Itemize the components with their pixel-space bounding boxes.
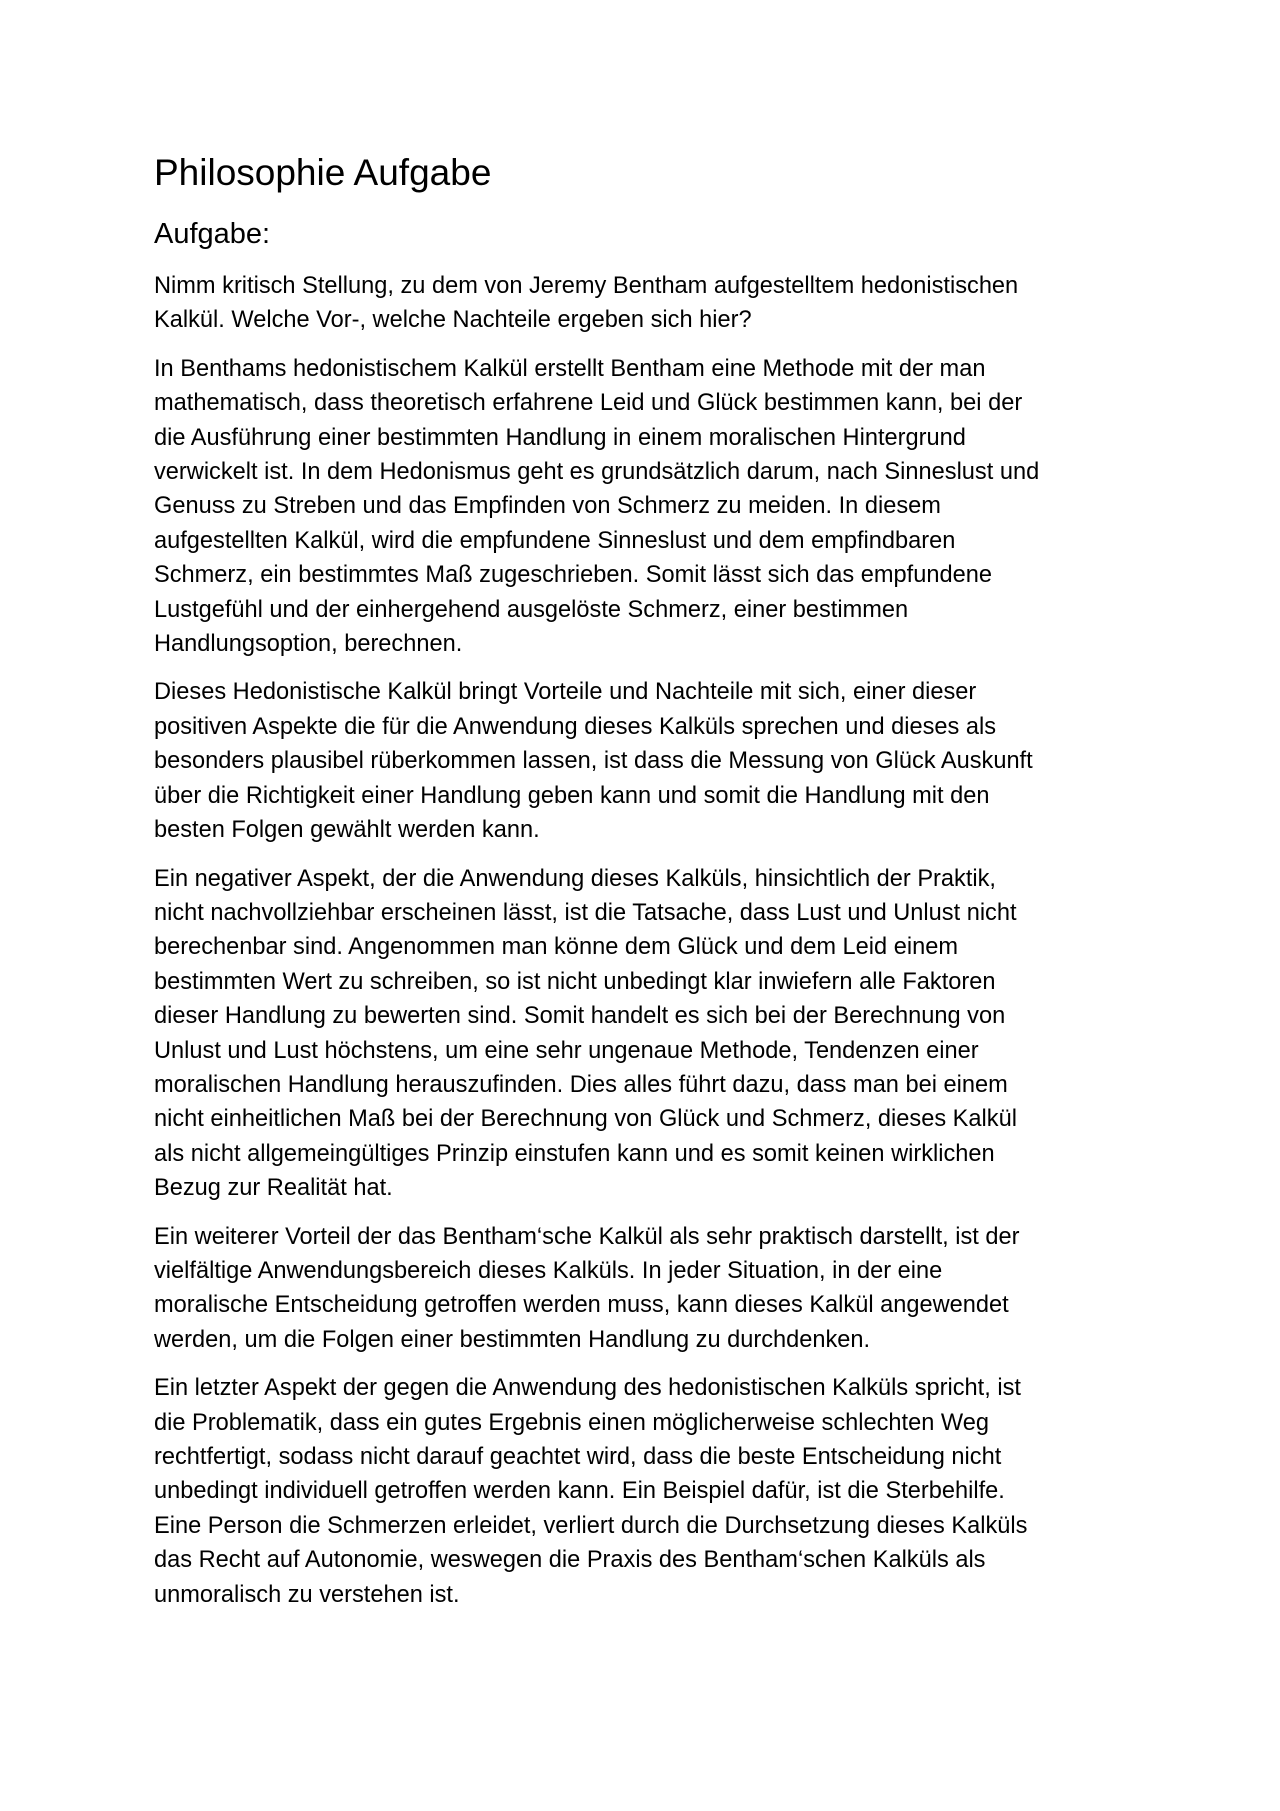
text-line: werden, um die Folgen einer bestimmten Handlung zu durchdenken. <box>154 1326 871 1353</box>
document-body <box>154 269 1144 1612</box>
text-line: rechtfertigt, sodass nicht darauf geachtet wird, dass die beste Entscheidung nicht <box>154 1444 1002 1470</box>
task-heading: Aufgabe: <box>154 218 271 250</box>
text-line: Ein weiterer Vorteil der das Bentham‘sche Kalkül als sehr praktisch darstellt, ist der <box>154 1223 1020 1250</box>
text-line: unbedingt individuell getroffen werden kann. Ein Beispiel dafür, ist die Sterbehilfe. <box>154 1478 1005 1505</box>
text-line: vielfältige Anwendungsbereich dieses Kalküls. In jeder Situation, in der eine <box>154 1257 943 1284</box>
text-line: als nicht allgemeingültiges Prinzip einstufen kann und es somit keinen wirklichen <box>154 1140 995 1167</box>
text-line: dieser Handlung zu bewerten sind. Somit handelt es sich bei der Berechnung von <box>154 1003 1006 1030</box>
text-line: moralische Entscheidung getroffen werden muss, kann dieses Kalkül angewendet <box>154 1292 1009 1319</box>
text-line: besonders plausibel rüberkommen lassen, ist dass die Messung von Glück Auskunft <box>154 748 1033 775</box>
text-line: Bezug zur Realität hat. <box>154 1175 393 1202</box>
text-line: Ein letzter Aspekt der gegen die Anwendung des hedonistischen Kalküls spricht, ist <box>154 1375 1021 1402</box>
text-line: Ein negativer Aspekt, der die Anwendung dieses Kalküls, hinsichtlich der Praktik, <box>154 865 996 892</box>
text-line: In Benthams hedonistischem Kalkül erstellt Bentham eine Methode mit der man <box>154 355 986 382</box>
document-page <box>154 150 1144 1612</box>
text-line: aufgestellten Kalkül, wird die empfundene Sinneslust und dem empfindbaren <box>154 527 956 554</box>
text-line: Schmerz, ein bestimmtes Maß zugeschrieben. Somit lässt sich das empfundene <box>154 562 992 589</box>
text-line: moralischen Handlung herauszufinden. Dies alles führt dazu, dass man bei einem <box>154 1071 1008 1098</box>
body-paragraph <box>154 352 1144 662</box>
text-line: das Recht auf Autonomie, weswegen die Praxis des Bentham‘schen Kalküls als <box>154 1547 986 1574</box>
text-line: Handlungsoption, berechnen. <box>154 631 463 658</box>
text-line: Dieses Hedonistische Kalkül bringt Vorteile und Nachteile mit sich, einer dieser <box>154 679 977 706</box>
body-paragraph <box>154 675 1144 847</box>
text-line: Nimm kritisch Stellung, zu dem von Jeremy Bentham aufgestelltem hedonistischen <box>154 273 1019 299</box>
text-line: die Ausführung einer bestimmten Handlung in einem moralischen Hintergrund <box>154 424 966 451</box>
task-question-paragraph <box>154 269 1144 338</box>
text-line: die Problematik, dass ein gutes Ergebnis einen möglicherweise schlechten Weg <box>154 1409 989 1436</box>
text-line: nicht nachvollziehbar erscheinen lässt, ist die Tatsache, dass Lust und Unlust nicht <box>154 899 1017 926</box>
text-line: verwickelt ist. In dem Hedonismus geht es grundsätzlich darum, nach Sinneslust und <box>154 459 1040 486</box>
text-line: Unlust und Lust höchstens, um eine sehr ungenaue Methode, Tendenzen einer <box>154 1037 979 1064</box>
text-line: besten Folgen gewählt werden kann. <box>154 817 540 844</box>
text-line: Eine Person die Schmerzen erleidet, verliert durch die Durchsetzung dieses Kalküls <box>154 1512 1028 1539</box>
body-paragraph <box>154 1371 1144 1612</box>
text-line: berechenbar sind. Angenommen man könne dem Glück und dem Leid einem <box>154 934 958 961</box>
text-line: bestimmten Wert zu schreiben, so ist nicht unbedingt klar inwiefern alle Faktoren <box>154 968 996 995</box>
text-line: positiven Aspekte die für die Anwendung dieses Kalküls sprechen und dieses als <box>154 713 997 740</box>
text-line: unmoralisch zu verstehen ist. <box>154 1581 460 1608</box>
text-line: mathematisch, dass theoretisch erfahrene Leid und Glück bestimmen kann, bei der <box>154 390 1023 417</box>
text-line: nicht einheitlichen Maß bei der Berechnung von Glück und Schmerz, dieses Kalkül <box>154 1106 1017 1133</box>
body-paragraph <box>154 1220 1144 1358</box>
text-line: Genuss zu Streben und das Empfinden von Schmerz zu meiden. In diesem <box>154 493 941 520</box>
document-title: Philosophie Aufgabe <box>154 152 492 193</box>
text-line: Kalkül. Welche Vor-, welche Nachteile ergeben sich hier? <box>154 307 752 334</box>
text-line: über die Richtigkeit einer Handlung geben kann und somit die Handlung mit den <box>154 782 990 809</box>
body-paragraph <box>154 862 1144 1206</box>
text-line: Lustgefühl und der einhergehend ausgelöste Schmerz, einer bestimmen <box>154 596 909 623</box>
